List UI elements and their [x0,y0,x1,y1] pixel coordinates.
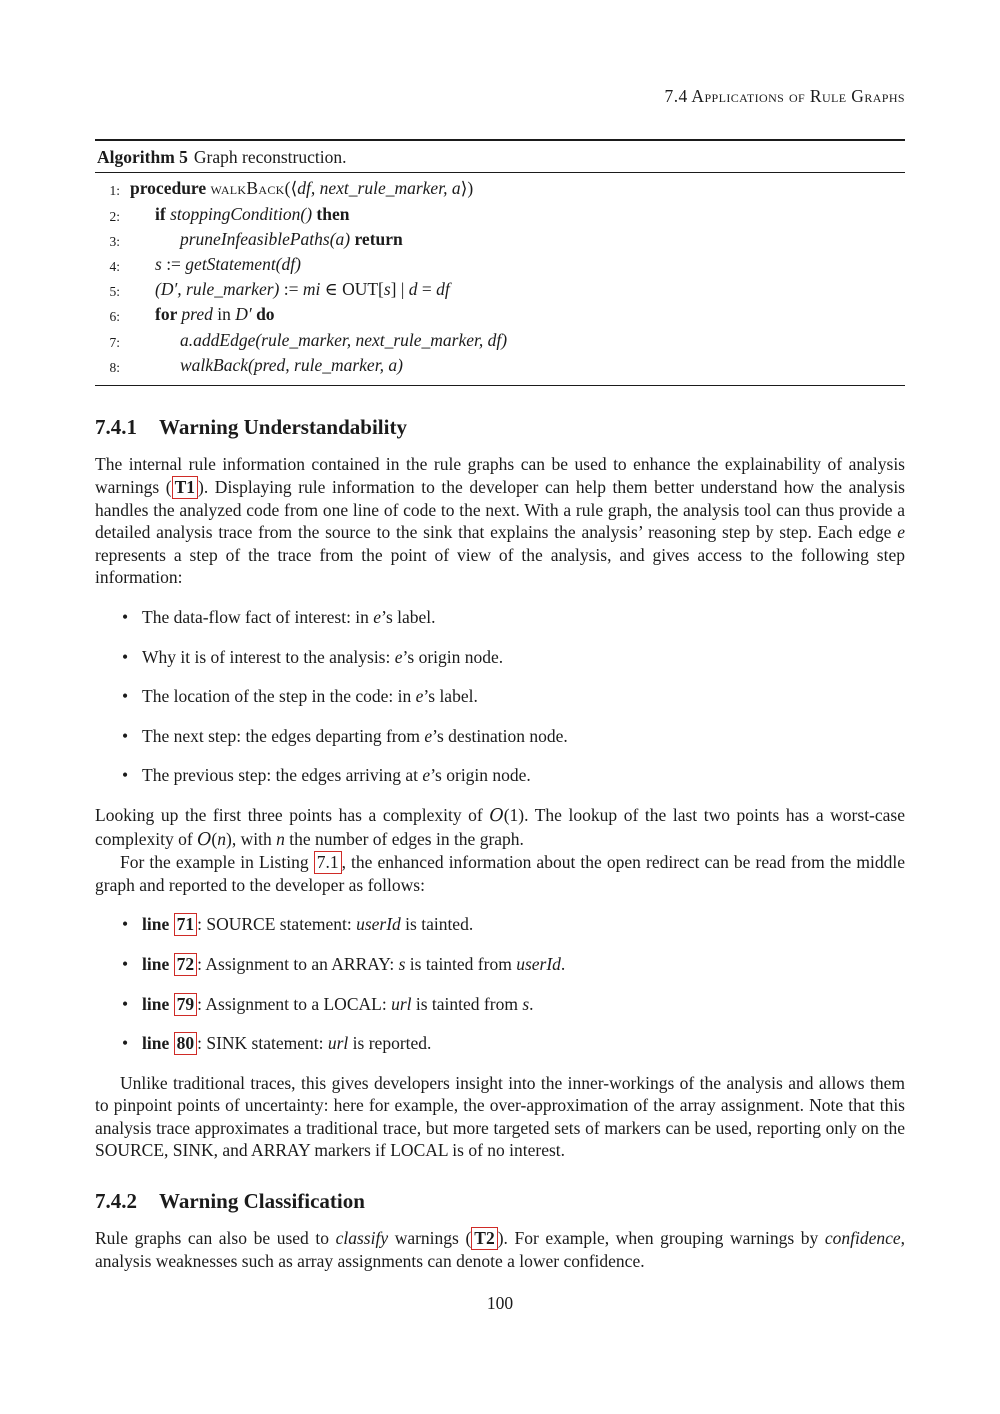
list-item [95,913,905,936]
text-segment: confidence [824,1228,901,1249]
text-segment: : SINK statement: [197,1033,328,1054]
text-segment: Looking up the first three points has a complexity of [95,804,490,825]
text-segment: The data-flow fact of interest: in [142,606,374,627]
text-segment: userId [356,914,401,935]
list-item [95,606,905,629]
bullet-icon: • [122,914,129,935]
section-title: Warning Classification [159,1189,365,1214]
text-segment: := [279,279,303,300]
list-item-text [142,647,503,667]
bullet-icon: • [122,686,129,707]
text-segment: , analysis weaknesses such as array assignments can denote a lower confidence. [95,1228,906,1271]
text-segment: if [155,203,171,224]
list-item-text [142,953,565,976]
link-line-71[interactable]: 71 [174,913,198,936]
page-number: 100 [486,1293,514,1313]
list-item [95,685,905,708]
text-segment: ⟨ [290,179,298,200]
text-segment: ( [211,828,218,849]
text-segment: userId [516,953,561,974]
section-title: Warning Understandability [159,415,407,440]
line-number: 8: [109,359,120,375]
text-segment: The location of the step in the code: in [142,686,416,707]
text-segment: e [422,765,431,786]
bullet-icon: • [122,646,129,667]
text-segment: then [316,203,350,224]
list-item-text [142,686,478,706]
line-number: 3: [109,233,120,249]
bullet-icon: • [122,725,129,746]
text-segment: ∈ [324,280,338,301]
algorithm-line [95,303,905,328]
paragraph-intro [95,453,905,589]
text-segment: return [354,228,403,249]
list-item [95,1032,905,1055]
text-segment: mi [302,279,321,300]
text-segment: e [415,686,424,707]
text-segment: represents a step of the trace from the point of view of the analysis, and gives access to the following step information: [95,544,905,588]
text-segment: (D′, rule_marker) [155,279,280,300]
text-segment: e [394,646,403,667]
text-segment: s [155,254,162,274]
line-code [120,303,275,328]
text-segment: n [217,828,226,849]
bullet-icon: • [122,606,129,627]
text-segment: ’s origin node. [430,765,531,786]
text-segment: ⟩ [460,179,468,200]
text-segment: = [417,279,437,300]
algorithm-caption [95,141,905,172]
text-segment: ). For example, when grouping warnings by [497,1228,825,1249]
link-line-72[interactable]: 72 [174,953,198,976]
text-segment: is reported. [348,1033,432,1054]
bullet-icon: • [122,1033,129,1054]
line-number: 1: [109,183,120,199]
algorithm-body [95,173,905,385]
text-segment: e [373,606,382,627]
text-segment: ’s origin node. [402,646,504,667]
text-segment: D′ [235,304,252,325]
text-segment: procedure [130,178,211,199]
trace-report-list [95,913,905,1054]
text-segment: , the enhanced information about the open redirect can be read from the middle graph and reported to the developer as follows: [95,852,905,895]
text-segment: For the example in Listing [120,852,314,873]
paragraph-complexity [95,804,905,851]
text-segment: : SOURCE statement: [197,914,357,935]
list-item-text [142,765,531,785]
text-segment: : Assignment to a LOCAL: [197,993,392,1014]
text-segment: a.addEdge(rule_marker, next_rule_marker, df) [180,329,508,350]
link-line-80[interactable]: 80 [174,1032,198,1055]
algorithm-line [95,354,905,379]
line-number: 5: [109,284,120,300]
line-number: 7: [109,334,120,350]
list-item-text [142,913,473,936]
line-number: 2: [109,208,120,224]
text-segment: n [276,828,285,849]
line-code [120,228,403,253]
step-info-list [95,606,905,787]
text-segment: the number of edges in the graph. [284,828,524,849]
text-segment: (1). The lookup of the last two points has a worst-case complexity of [95,804,905,849]
text-segment: is tainted. [400,914,474,935]
list-item-text [142,1032,431,1055]
text-segment: s [522,993,530,1014]
text-segment: ). Displaying rule information to the developer can help them better understand how the analysis handles the analyzed code from one line of code to the next. With a rule graph, the analysis tool can thus provide a detailed analysis trace from the source to the sink that explains the analysis’ reasoning step by step. Each edge [95,477,905,543]
text-segment: ’s label. [381,606,436,627]
algorithm-line [95,253,905,278]
text-segment: line [142,1033,174,1054]
text-segment: url [391,993,412,1014]
content-column [95,0,905,1272]
text-segment: : Assignment to an ARRAY: [197,953,399,974]
list-item [95,993,905,1016]
text-segment: Why it is of interest to the analysis: [142,646,395,667]
algorithm-float [95,139,905,386]
link-listing-7-1[interactable]: 7.1 [314,851,342,874]
text-segment: walkBack [210,178,285,199]
link-contribution-t2[interactable]: T2 [471,1227,497,1250]
text-segment: ’s destination node. [432,725,568,746]
list-item [95,646,905,669]
list-item-text [142,607,436,627]
text-segment: ) [467,178,474,199]
list-item [95,725,905,748]
text-segment: walkBack(pred, rule_marker, a) [180,354,403,375]
algorithm-line [95,329,905,354]
section-heading-7-4-2 [95,1190,905,1213]
text-segment: := [161,254,186,274]
text-segment: df, next_rule_marker, a [297,178,461,199]
text-segment: e [424,725,433,746]
text-segment: The next step: the edges departing from [142,725,425,746]
list-item [95,953,905,976]
line-code [120,354,403,379]
text-segment: e [897,522,905,543]
text-segment: stoppingCondition() [170,203,313,224]
line-code [120,177,473,202]
text-segment: pred [181,304,213,325]
section-number: 7.4.2 [95,1189,137,1214]
list-item-text [142,726,568,746]
line-code [120,329,507,354]
section-heading-7-4-1 [95,416,905,439]
running-header: 7.4 Applications of Rule Graphs [664,86,905,106]
link-contribution-t1[interactable]: T1 [172,476,198,499]
paragraph-classification [95,1227,905,1272]
text-segment: ] | [390,279,409,300]
line-code [120,253,301,278]
bullet-icon: • [122,953,129,974]
text-segment: s [383,279,391,300]
text-segment: OUT[ [337,279,384,300]
text-segment: line [142,993,174,1014]
section-number: 7.4.1 [95,415,137,440]
text-segment: s [398,953,406,974]
line-number: 4: [109,259,120,274]
text-segment: classify [335,1228,389,1249]
list-item-text [142,993,534,1016]
text-segment: O [489,805,504,826]
text-segment: line [142,914,174,935]
text-segment: Unlike traditional traces, this gives developers insight into the inner-workings of the analysis and allows them to pinpoint points of uncertainty: here for example, the over-approximation of the array assignment. Note that this analysis trace approximates a traditional trace, but more targeted sets of markers can be used, reporting only on the SOURCE, SINK, and ARRAY markers if LOCAL is of no interest. [95,1072,905,1161]
text-segment: getStatement(df) [185,254,301,274]
line-code [120,278,450,303]
algorithm-line [95,177,905,202]
bullet-icon: • [122,993,129,1014]
text-segment: The internal rule information contained in the rule graphs can be used to enhance the explainability of analysis warnings ( [95,454,905,497]
bullet-icon: • [122,765,129,786]
algorithm-caption-text: Graph reconstruction. [193,147,347,167]
text-segment: do [256,304,275,325]
text-segment: Rule graphs can also be used to [95,1228,336,1249]
text-segment: df [436,279,450,300]
algorithm-line [95,278,905,303]
paragraph-unlike-traces [95,1072,905,1162]
text-segment: ’s label. [423,686,478,707]
text-segment: ), with [226,828,277,849]
text-segment: in [212,304,236,325]
text-segment: is tainted from [411,993,523,1014]
algorithm-label: Algorithm 5 [97,147,188,167]
text-segment: ( [284,178,291,199]
line-number: 6: [109,309,120,325]
text-segment: d [408,279,418,300]
algorithm-bottom-rule [95,385,905,386]
text-segment: url [327,1033,349,1054]
text-segment: The previous step: the edges arriving at [142,765,423,786]
text-segment: O [197,829,212,850]
text-segment: is tainted from [405,953,517,974]
algorithm-line [95,203,905,228]
line-code [120,203,349,228]
list-item [95,764,905,787]
link-line-79[interactable]: 79 [174,993,198,1016]
algorithm-line [95,228,905,253]
text-segment: line [142,953,174,974]
text-segment: warnings ( [388,1228,472,1249]
text-segment: . [529,993,534,1014]
paragraph-example [95,851,905,896]
text-segment: pruneInfeasiblePaths(a) [180,228,351,249]
text-segment: . [560,953,566,974]
text-segment: for [155,304,182,325]
